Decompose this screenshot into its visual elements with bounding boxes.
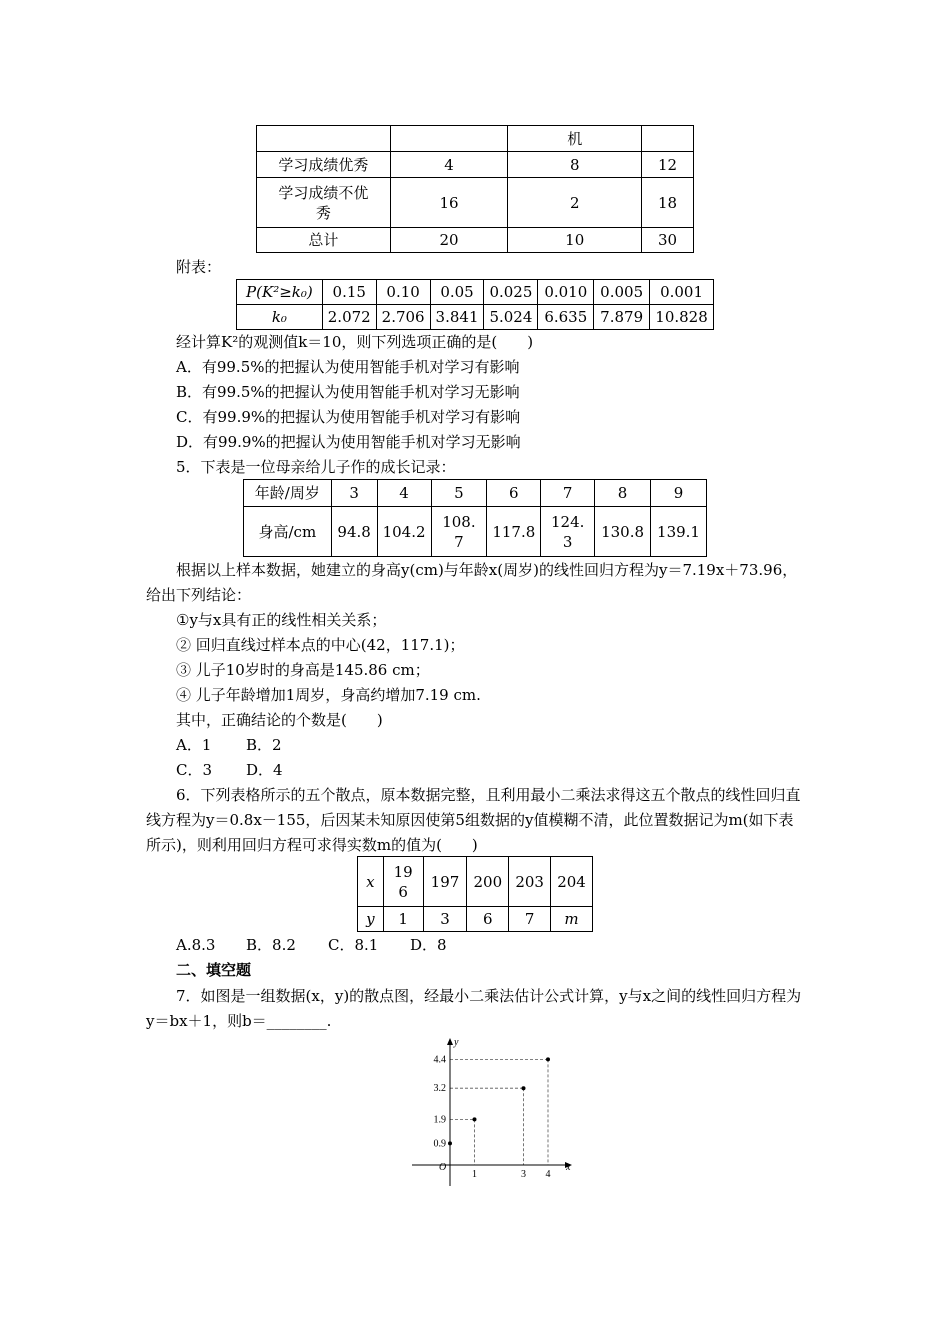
q5-option-a: A．1	[176, 736, 212, 754]
p-value: 0.15	[322, 280, 376, 305]
q5-conclusion-3: ③ 儿子10岁时的身高是145.86 cm；	[176, 661, 430, 679]
q6-option-d: D．8	[410, 936, 447, 954]
q5-conclusion-4: ④ 儿子年龄增加1周岁，身高约增加7.19 cm.	[176, 686, 481, 704]
p-value: 0.010	[538, 280, 594, 305]
height-value: 117.8	[487, 507, 541, 557]
table1-header-cell	[257, 126, 391, 152]
q6-option-c: C．8.1	[328, 936, 379, 954]
y-tick-label: 0.9	[433, 1138, 446, 1150]
y-tick-label: 1.9	[433, 1114, 446, 1126]
scatter-point	[473, 1117, 477, 1121]
y-tick-label: 3.2	[433, 1083, 446, 1095]
y-label	[358, 907, 384, 932]
p-value: 0.001	[650, 280, 714, 305]
x-tick-label: 3	[521, 1169, 526, 1180]
q4-option-d: D．有99.9%的把握认为使用智能手机对学习无影响	[176, 433, 521, 451]
q4-option-b: B．有99.5%的把握认为使用智能手机对学习无影响	[176, 383, 520, 401]
x-tick-label: 4	[545, 1169, 551, 1180]
age-value: 3	[331, 480, 377, 507]
q6-option-b: B．8.2	[246, 936, 296, 954]
height-value: 130.8	[595, 507, 651, 557]
scatter-plot	[400, 1036, 590, 1192]
scatter-point	[522, 1086, 526, 1090]
age-value: 8	[595, 480, 651, 507]
k-value: 6.635	[538, 305, 594, 330]
p-value: 0.05	[430, 280, 484, 305]
height-value-part: 7	[454, 532, 464, 551]
p-value: 0.025	[484, 280, 538, 305]
q5-options-row2	[176, 760, 283, 780]
p-label-text: P(K²≥k₀)	[246, 283, 313, 301]
table1-header-cell	[642, 126, 694, 152]
age-label: 年龄/周岁	[244, 480, 332, 507]
table1-header-cell: 机	[508, 126, 642, 152]
x-value-part: 6	[398, 882, 408, 901]
x-value-part: 19	[393, 862, 413, 881]
x-tick-label: 1	[472, 1169, 477, 1180]
x-value: 197	[423, 857, 467, 907]
x-value: 204	[551, 857, 593, 907]
y-value	[551, 907, 593, 932]
table1-cell: 16	[390, 178, 508, 228]
k-value: 10.828	[650, 305, 714, 330]
q5-option-c: C．3	[176, 761, 213, 779]
y-label-text: y	[366, 910, 375, 928]
age-value: 4	[377, 480, 431, 507]
q5-conclusion-2: ② 回归直线过样本点的中心(42，117.1)；	[176, 636, 465, 654]
height-value-part: 124.	[550, 512, 585, 531]
y-value: 6	[467, 907, 509, 932]
age-value: 5	[431, 480, 487, 507]
y-value: 7	[509, 907, 551, 932]
q6-option-a: A.8.3	[176, 936, 216, 954]
table1-header-cell	[390, 126, 508, 152]
table1-cell: 10	[508, 228, 642, 253]
x-label	[358, 857, 384, 907]
scatter-point	[546, 1057, 550, 1061]
y-value: 1	[383, 907, 423, 932]
height-value: 139.1	[651, 507, 707, 557]
table1-row-label-part: 秀	[315, 203, 331, 222]
q7-text: 7．如图是一组数据(x，y)的散点图，经最小二乘法估计公式计算，y与x之间的线性回归方程为y＝bx＋1，则b＝________.	[146, 987, 802, 1030]
guides	[450, 1059, 548, 1165]
p-value: 0.005	[594, 280, 650, 305]
height-value: 94.8	[331, 507, 377, 557]
y-tick-label: 4.4	[433, 1054, 446, 1066]
p-label	[237, 280, 323, 305]
table1-row-label	[257, 178, 391, 228]
y-value-m: m	[564, 910, 579, 928]
scatter-data-table	[357, 856, 593, 932]
appendix-label: 附表：	[176, 258, 222, 276]
x-label-text: x	[366, 872, 375, 891]
height-value-part: 108.	[442, 512, 476, 531]
table1-cell: 20	[390, 228, 508, 253]
k-value: 3.841	[430, 305, 484, 330]
q5-option-b: B．2	[246, 736, 282, 754]
x-value: 200	[467, 857, 509, 907]
x-axis-label: x	[566, 1162, 571, 1173]
k-value: 2.706	[376, 305, 430, 330]
table1-cell: 30	[642, 228, 694, 253]
age-value: 7	[541, 480, 595, 507]
height-value	[541, 507, 595, 557]
q6-text: 6．下列表格所示的五个散点，原本数据完整，且利用最小二乘法求得这五个散点的线性回归直线方程为y＝0.8x－155，后因某未知原因使第5组数据的y值模糊不清，此位置数据记为m(如下表所示)，则利用回归方程可求得实数m的值为( )	[146, 786, 801, 854]
table1-row-label: 学习成绩优秀	[257, 152, 391, 178]
section-heading: 二、填空题	[176, 961, 252, 979]
q5-options-row1	[176, 735, 282, 755]
growth-table	[243, 479, 707, 557]
k-label-text: k₀	[271, 308, 287, 326]
table1-row-label-part: 学习成绩不优	[278, 183, 369, 202]
x-value: 203	[509, 857, 551, 907]
points	[448, 1057, 550, 1145]
y-value: 3	[423, 907, 467, 932]
table1-cell: 2	[508, 178, 642, 228]
age-value: 6	[487, 480, 541, 507]
origin-label: O	[439, 1162, 447, 1173]
table1-cell: 18	[642, 178, 694, 228]
q5-stem: 5．下表是一位母亲给儿子作的成长记录：	[176, 458, 456, 476]
k-value: 5.024	[484, 305, 538, 330]
y-axis-label: y	[454, 1037, 459, 1048]
k-label	[237, 305, 323, 330]
table1-cell: 8	[508, 152, 642, 178]
q5-option-d: D．4	[246, 761, 283, 779]
x-ticks	[472, 1169, 551, 1180]
height-label: 身高/cm	[244, 507, 332, 557]
q5-conclusion-1: ①y与x具有正的线性相关关系；	[176, 611, 387, 629]
table1-row-label: 总计	[257, 228, 391, 253]
table1-cell: 4	[390, 152, 508, 178]
p-value: 0.10	[376, 280, 430, 305]
scatter-point	[448, 1141, 452, 1145]
x-value	[383, 857, 423, 907]
k-value: 7.879	[594, 305, 650, 330]
q4-option-a: A．有99.5%的把握认为使用智能手机对学习有影响	[176, 358, 520, 376]
y-ticks	[434, 1054, 447, 1149]
y-axis-arrow	[447, 1038, 453, 1045]
contingency-table	[256, 125, 694, 253]
height-value: 104.2	[377, 507, 431, 557]
table1-cell: 12	[642, 152, 694, 178]
age-value: 9	[651, 480, 707, 507]
height-value	[431, 507, 487, 557]
q4-option-c: C．有99.9%的把握认为使用智能手机对学习有影响	[176, 408, 521, 426]
height-value-part: 3	[562, 532, 573, 551]
q4-stem: 经计算K²的观测值k＝10，则下列选项正确的是( )	[176, 333, 534, 351]
critical-value-table	[236, 279, 714, 330]
q5-question: 其中，正确结论的个数是( )	[176, 711, 383, 729]
k-value: 2.072	[322, 305, 376, 330]
q5-text: 根据以上样本数据，她建立的身高y(cm)与年龄x(周岁)的线性回归方程为y＝7.19x＋73.96，给出下列结论：	[146, 561, 798, 604]
q6-options	[176, 935, 447, 955]
